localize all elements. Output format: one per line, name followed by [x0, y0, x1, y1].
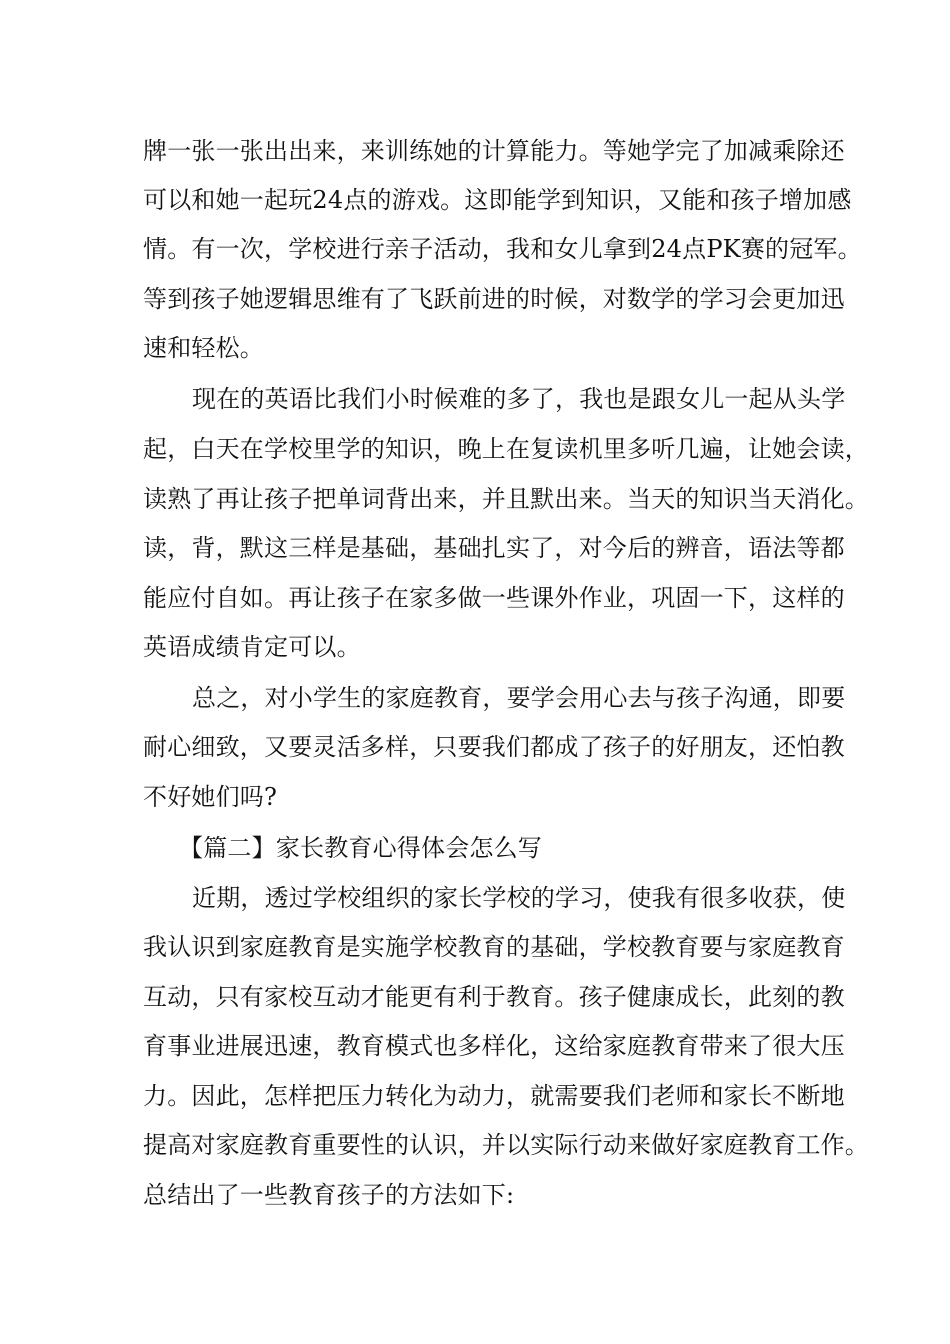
paragraph-english-line-4: 读，背，默这三样是基础，基础扎实了，对今后的辨音，语法等都 [143, 534, 845, 562]
paragraph-english-line-5: 能应付自如。再让孩子在家多做一些课外作业，巩固一下，这样的 [143, 584, 845, 612]
paragraph-summary-line-1: 总之，对小学生的家庭教育，要学会用心去与孩子沟通，即要 [192, 684, 846, 712]
section-heading: 【篇二】家长教育心得体会怎么写 [179, 834, 542, 862]
paragraph-english-line-1: 现在的英语比我们小时候难的多了，我也是跟女儿一起从头学 [192, 385, 846, 413]
paragraph-section-two-line-2: 我认识到家庭教育是实施学校教育的基础，学校教育要与家庭教育 [143, 933, 845, 961]
paragraph-section-two-line-6: 提高对家庭教育重要性的认识，并以实际行动来做好家庭教育工作。 [143, 1131, 869, 1159]
paragraph-summary-line-2: 耐心细致，又要灵活多样，只要我们都成了孩子的好朋友，还怕教 [143, 733, 845, 761]
text-line-3: 情。有一次，学校进行亲子活动，我和女儿拿到24点PK赛的冠军。 [143, 235, 862, 263]
text-line-5: 速和轻松。 [143, 334, 264, 362]
text-line-2: 可以和她一起玩24点的游戏。这即能学到知识，又能和孩子增加感 [143, 186, 852, 214]
paragraph-section-two-line-1: 近期，透过学校组织的家长学校的学习，使我有很多收获，使 [192, 884, 846, 912]
paragraph-section-two-line-7: 总结出了一些教育孩子的方法如下: [143, 1181, 515, 1209]
paragraph-english-line-2: 起，白天在学校里学的知识，晚上在复读机里多听几遍，让她会读， [143, 435, 869, 463]
text-line-4: 等到孩子她逻辑思维有了飞跃前进的时候，对数学的学习会更加迅 [143, 285, 845, 313]
paragraph-section-two-line-5: 力。因此，怎样把压力转化为动力，就需要我们老师和家长不断地 [143, 1082, 845, 1110]
paragraph-section-two-line-3: 互动，只有家校互动才能更有利于教育。孩子健康成长，此刻的教 [143, 983, 845, 1011]
paragraph-english-line-6: 英语成绩肯定可以。 [143, 633, 361, 661]
paragraph-summary-line-3: 不好她们吗? [143, 783, 278, 811]
paragraph-section-two-line-4: 育事业进展迅速，教育模式也多样化，这给家庭教育带来了很大压 [143, 1032, 845, 1060]
paragraph-english-line-3: 读熟了再让孩子把单词背出来，并且默出来。当天的知识当天消化。 [143, 485, 869, 513]
text-line-1: 牌一张一张出出来，来训练她的计算能力。等她学完了加减乘除还 [143, 137, 845, 165]
